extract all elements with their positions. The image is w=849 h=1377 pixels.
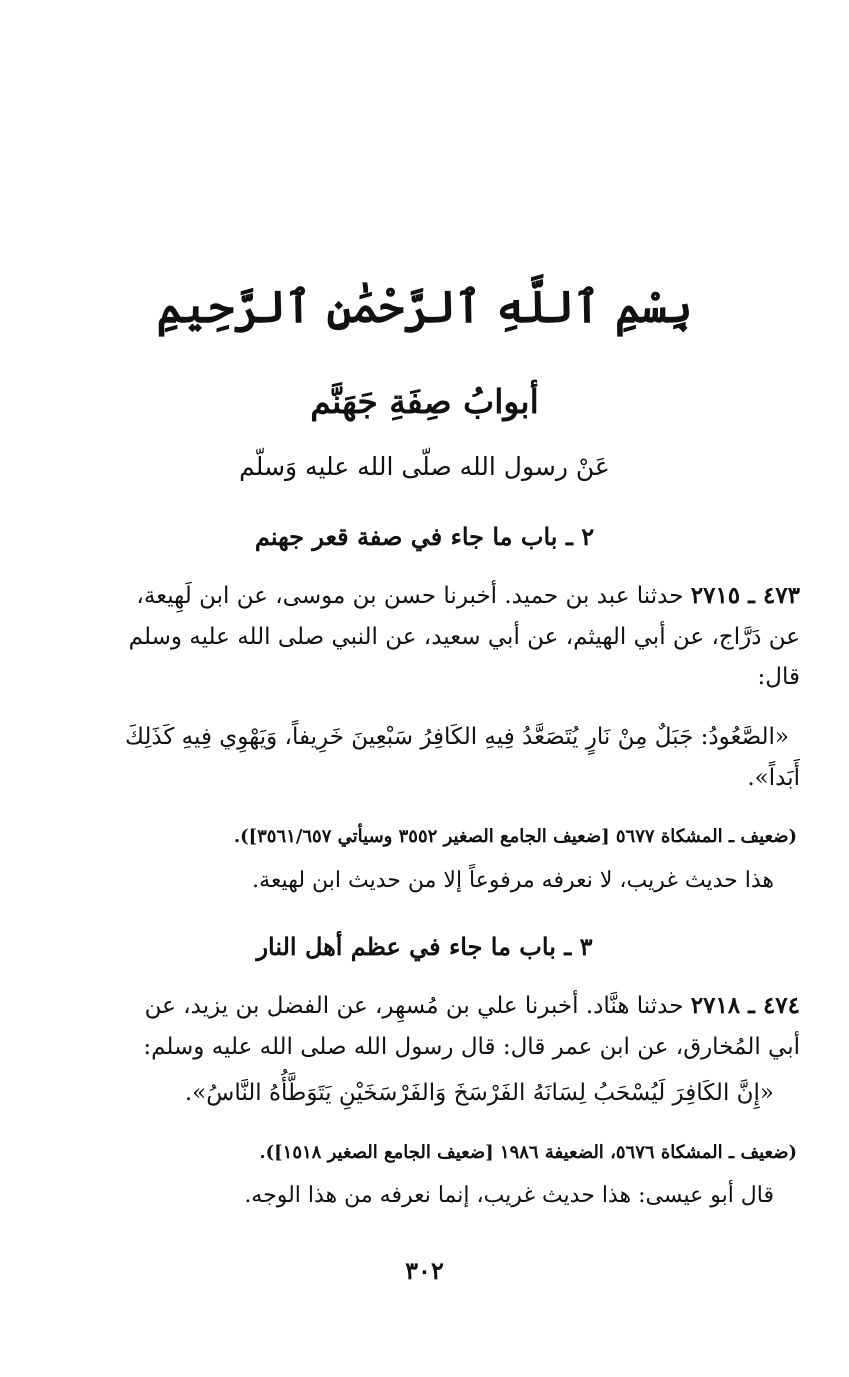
isnad-text: حدثنا هنَّاد. أخبرنا علي بن مُسهِر، عن الفضل بن يزيد، عن xyxy=(144,993,684,1019)
hadith-474-line-1 xyxy=(49,992,800,1019)
hadith-473-line-1 xyxy=(49,582,800,609)
hadith-473-line-2: عن دَرَّاج، عن أبي الهيثم، عن أبي سعيد، عن النبي صلى الله عليه وسلم xyxy=(128,624,800,650)
hadith-number: ٤٧٤ ـ ٢٧١٨ xyxy=(690,992,800,1019)
hadith-473-grading: (ضعيف ـ المشكاة ٥٦٧٧ [ضعيف الجامع الصغير ٣٥٥٢ وسيأتي ٣٥٦١/٦٥٧]). xyxy=(233,826,797,847)
section-heading-2: ٢ ـ باب ما جاء في صفة قعر جهنم xyxy=(254,522,595,551)
chapter-title: أبوابُ صِفَةِ جَهَنَّم xyxy=(310,382,539,421)
section-heading-3: ٣ ـ باب ما جاء في عظم أهل النار xyxy=(256,932,593,961)
hadith-473-matn-line-2: أَبَداً». xyxy=(747,765,800,791)
hadith-474-line-2: أبي المُخارق، عن ابن عمر قال: قال رسول الله صلى الله عليه وسلم: xyxy=(143,1034,800,1060)
hadith-474-comment: قال أبو عيسى: هذا حديث غريب، إنما نعرفه من هذا الوجه. xyxy=(244,1183,774,1208)
basmala-calligraphy: بِسْمِ ٱللَّهِ ٱلرَّحْمَٰنِ ٱلرَّحِيمِ xyxy=(156,282,693,333)
hadith-473-line-3: قال: xyxy=(757,664,800,690)
hadith-473-matn-line-1: «الصَّعُودُ: جَبَلٌ مِنْ نَارٍ يُتَصَعَّدُ فِيهِ الكَافِرُ سَبْعِينَ خَرِيفاً، وَيَهْوِي فِيهِ كَذَلِكَ xyxy=(124,724,789,750)
isnad-text: حدثنا عبد بن حميد. أخبرنا حسن بن موسى، عن ابن لَهِيعة، xyxy=(136,583,684,609)
hadith-474-matn: «إِنَّ الكَافِرَ لَيُسْحَبُ لِسَانَهُ الفَرْسَخَ وَالفَرْسَخَيْنِ يَتَوَطَّأُهُ النَّاسُ». xyxy=(184,1080,774,1106)
hadith-474-grading: (ضعيف ـ المشكاة ٥٦٧٦، الضعيفة ١٩٨٦ [ضعيف الجامع الصغير ١٥١٨]). xyxy=(259,1142,797,1163)
hadith-473-comment: هذا حديث غريب، لا نعرفه مرفوعاً إلا من حديث ابن لهيعة. xyxy=(252,868,774,893)
chapter-subtitle: عَنْ رسول الله صلّى الله عليه وَسلّم xyxy=(239,452,610,481)
hadith-number: ٤٧٣ ـ ٢٧١٥ xyxy=(690,582,800,609)
page-number: ٣٠٢ xyxy=(405,1256,444,1285)
